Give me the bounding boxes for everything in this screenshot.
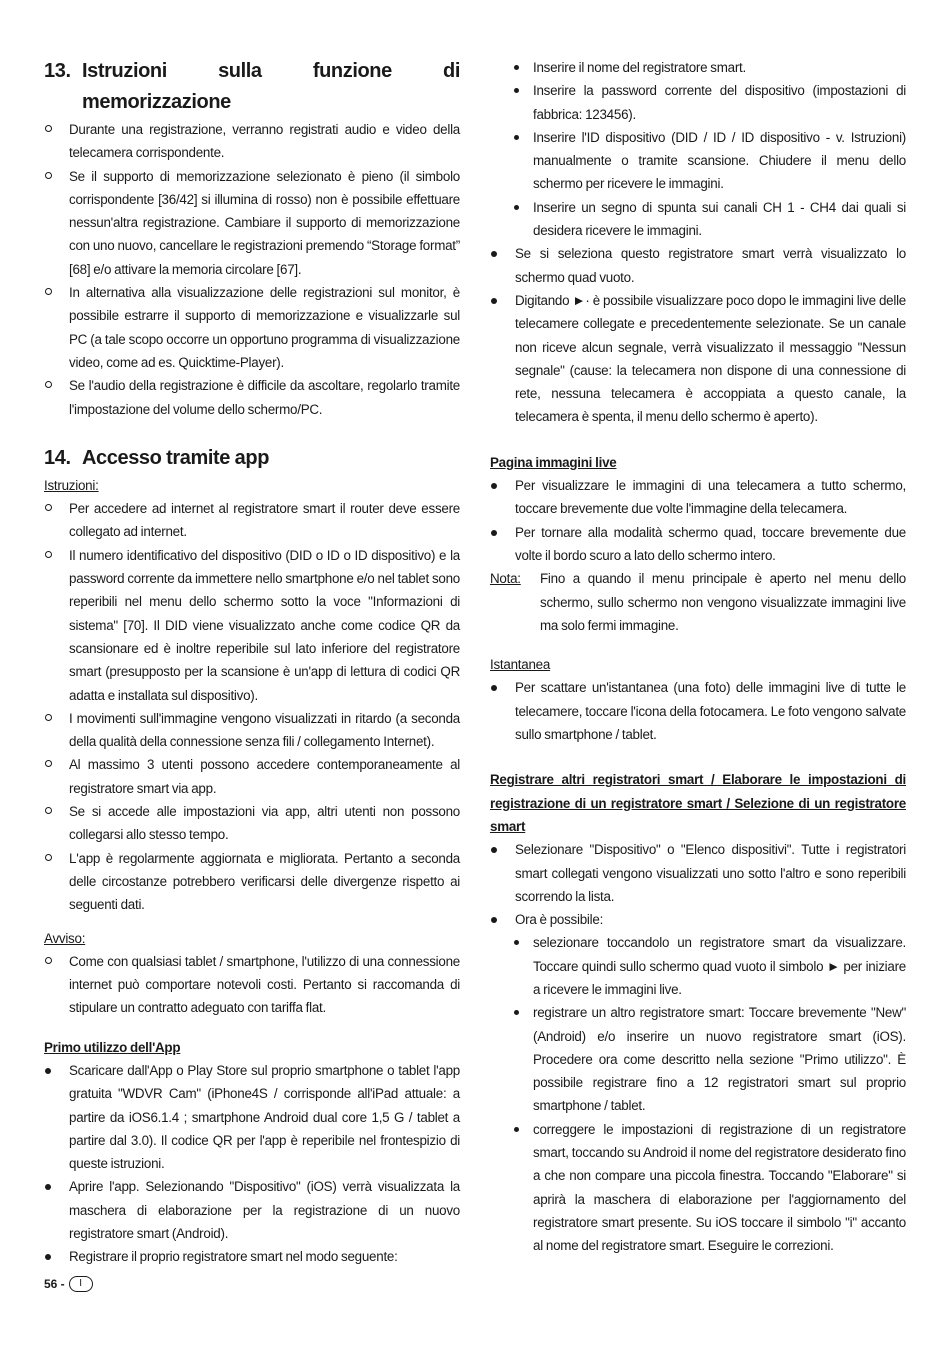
list-item: Per tornare alla modalità schermo quad, toccare brevemente due volte il bordo scuro a lato dello schermo intero. — [490, 521, 906, 568]
list-item: selezionare toccandolo un registratore smart da visualizzare. Toccare quindi sullo schermo quad vuoto il simbolo ► per iniziare a ricevere le immagini live. — [514, 931, 906, 1001]
section-number: 14. — [44, 446, 71, 469]
section-title: Istruzioni sulla funzione di memorizzazione — [82, 60, 460, 113]
list-item: Ora è possibile: — [490, 908, 906, 931]
section-number: 13. — [44, 60, 71, 82]
list-item: Se il supporto di memorizzazione selezionato è pieno (il simbolo corrispondente [36/42] si illumina di rosso) non è possibile effettuare nessun'altra registrazione. Cambiare il supporto di memorizzazione con uno nuovo, cancellare le registrazioni premendo “Storage format” [68] e/o attivare la memoria circolare [67]. — [44, 165, 460, 281]
registrare-sub-list — [514, 931, 906, 1257]
page-footer — [44, 1276, 93, 1292]
language-badge: I — [69, 1276, 93, 1292]
nota-text: Fino a quando il menu principale è aperto nel menu dello schermo, sullo schermo non vengono visualizzate immagini live ma solo fermi immagine. — [540, 571, 906, 633]
list-item: In alternativa alla visualizzazione delle registrazioni sul monitor, è possibile estrarre il supporto di memorizzazione e visualizzarle sul PC (a tale scopo occorre un opportuno programma di visualizzazione video, come ad es. Quicktime-Player). — [44, 281, 460, 374]
list-item: Al massimo 3 utenti possono accedere contemporaneamente al registratore smart via app. — [44, 753, 460, 800]
section-13-heading — [44, 56, 460, 118]
avviso-list — [44, 950, 460, 1020]
list-item: Inserire il nome del registratore smart. — [514, 56, 906, 79]
list-item: Inserire un segno di spunta sui canali CH 1 - CH4 dai quali si desidera ricevere le immagini. — [514, 196, 906, 243]
nota-label: Nota: — [490, 571, 521, 587]
list-item: Digitando ►· è possibile visualizzare poco dopo le immagini live delle telecamere collegate e precedentemente selezionate. Se un canale non riceve alcun segnale, verrà visualizzato il messaggio "Nessun segnale" (cause: la telecamera non dispone di una connessione di rete, nessuna telecamera è accoppiata a questo canale, la telecamera è spenta, il menu dello schermo è aperto). — [490, 289, 906, 429]
primo-utilizzo-heading: Primo utilizzo dell'App — [44, 1039, 181, 1055]
nota-block — [490, 567, 906, 637]
list-item: I movimenti sull'immagine vengono visualizzati in ritardo (a seconda della qualità della connessione senza fili / collegamento Internet). — [44, 707, 460, 754]
list-item: Per accedere ad internet al registratore smart il router deve essere collegato ad internet. — [44, 497, 460, 544]
list-item: Se si accede alle impostazioni via app, altri utenti non possono collegarsi allo stesso tempo. — [44, 800, 460, 847]
left-column — [44, 56, 460, 1269]
list-item: Inserire l'ID dispositivo (DID / ID / ID dispositivo - v. Istruzioni) manualmente o tramite scansione. Chiudere il menu dello schermo per ricevere le immagini. — [514, 126, 906, 196]
list-item: registrare un altro registratore smart: Toccare brevemente "New" (Android) e/o inserire un nuovo registratore smart (iOS). Procedere ora come descritto nella sezione "Primo utilizzo". È possibile registrare fino a 12 registratori smart sul proprio smartphone / tablet. — [514, 1001, 906, 1117]
list-item: Se si seleziona questo registratore smart verrà visualizzato lo schermo quad vuoto. — [490, 242, 906, 289]
list-item: Per visualizzare le immagini di una telecamera a tutto schermo, toccare brevemente due volte l'immagine della telecamera. — [490, 474, 906, 521]
registrare-list — [490, 838, 906, 931]
section-title: Accesso tramite app — [82, 446, 270, 469]
page-number: 56 - — [44, 1277, 65, 1291]
avviso-label: Avviso: — [44, 930, 86, 946]
pagina-live-list — [490, 474, 906, 567]
list-item: Scaricare dall'App o Play Store sul proprio smartphone o tablet l'app gratuita "WDVR Cam" (iPhone4S / corrisponde all'iPad attuale: a partire da iOS6.1.4 ; smartphone Android dual core 1,5 G / tablet a partire dal 3.0). Il codice QR per l'app è reperibile nel frontespizio di queste istruzioni. — [44, 1059, 460, 1175]
istantanea-list — [490, 676, 906, 746]
list-item: Durante una registrazione, verranno registrati audio e video della telecamera corrispondente. — [44, 118, 460, 165]
istruzioni-label: Istruzioni: — [44, 477, 99, 493]
section-14-heading — [44, 443, 460, 474]
list-item: Per scattare un'istantanea (una foto) delle immagini live di tutte le telecamere, toccare l'icona della fotocamera. Le foto vengono salvate sullo smartphone / tablet. — [490, 676, 906, 746]
list-item: Il numero identificativo del dispositivo (DID o ID o ID dispositivo) e la password corrente da immettere nello smartphone e/o nel tablet sono reperibili nel menu dello schermo sotto la voce "Informazioni di sistema" [70]. Il DID viene visualizzato anche come codice QR da scansionare ed è inoltre reperibile sul lato inferiore del registratore smart (presupposto per la scansione è un'app di lettura di codici QR adatta e installata sul dispositivo). — [44, 544, 460, 707]
istruzioni-list — [44, 497, 460, 916]
list-item: Inserire la password corrente del dispositivo (impostazioni di fabbrica: 123456). — [514, 79, 906, 126]
list-item: Registrare il proprio registratore smart nel modo seguente: — [44, 1245, 460, 1268]
registrare-heading: Registrare altri registratori smart / Elaborare le impostazioni di registrazione di un registratore smart / Selezione di un registratore smart — [490, 772, 906, 834]
section-13-list — [44, 118, 460, 421]
istantanea-heading: Istantanea — [490, 657, 551, 673]
right-column — [490, 56, 906, 1258]
list-item: Aprire l'app. Selezionando "Dispositivo" (iOS) verrà visualizzata la maschera di elaborazione per la registrazione di un nuovo registratore smart (Android). — [44, 1175, 460, 1245]
primo-utilizzo-after-list — [490, 242, 906, 428]
pagina-live-heading: Pagina immagini live — [490, 454, 617, 470]
list-item: Come con qualsiasi tablet / smartphone, l'utilizzo di una connessione internet può comportare notevoli costi. Pertanto si raccomanda di stipulare un contratto adeguato con tariffa flat. — [44, 950, 460, 1020]
list-item: Se l'audio della registrazione è difficile da ascoltare, regolarlo tramite l'impostazione del volume dello schermo/PC. — [44, 374, 460, 421]
primo-utilizzo-list — [44, 1059, 460, 1269]
list-item: correggere le impostazioni di registrazione di un registratore smart, toccando su Android il nome del registratore desiderato fino a che non compare una piccola finestra. Toccando "Elaborare" si aprirà la maschera di elaborazione per l'aggiornamento del registratore smart presente. Su iOS toccare il simbolo "i" accanto al nome del registratore smart. Eseguire le correzioni. — [514, 1118, 906, 1258]
list-item: Selezionare "Dispositivo" o "Elenco dispositivi". Tutte i registratori smart collegati vengono visualizzati uno sotto l'altro e sono reperibili scorrendo la lista. — [490, 838, 906, 908]
list-item: L'app è regolarmente aggiornata e migliorata. Pertanto a seconda delle circostanze potrebbero verificarsi delle divergenze rispetto ai seguenti dati. — [44, 847, 460, 917]
registration-steps-list — [514, 56, 906, 242]
